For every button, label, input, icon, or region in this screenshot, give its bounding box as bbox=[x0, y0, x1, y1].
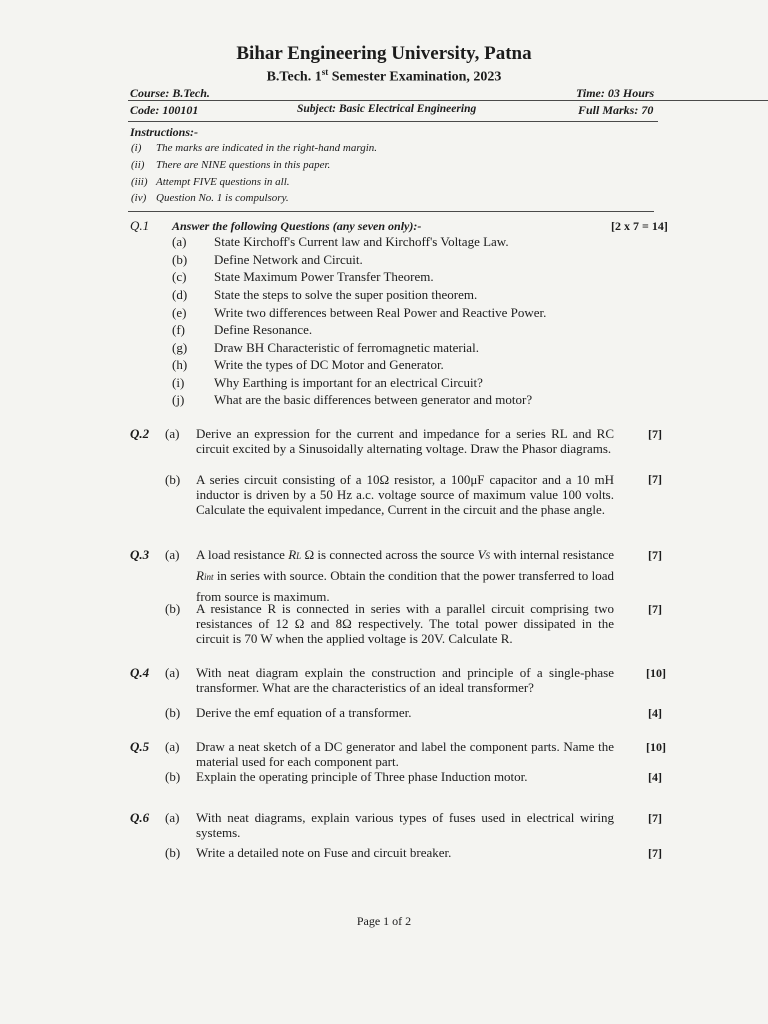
question-text: With neat diagrams, explain various types of fuses used in electrical wiring systems. bbox=[196, 810, 614, 840]
full-marks-label: Full Marks: 70 bbox=[578, 103, 654, 117]
q1-item-label: (d) bbox=[172, 287, 188, 302]
question-text: A resistance R is connected in series with a parallel circuit comprising two resistances of 12 Ω and 8Ω respectively. The total power dissipated in the circuit is 70 W when the applied voltage is 20V. Calculate R. bbox=[196, 601, 614, 646]
q1-item-text: Draw BH Characteristic of ferromagnetic material. bbox=[214, 340, 479, 355]
q1-item-text: Define Resonance. bbox=[214, 322, 313, 337]
question-text: Derive the emf equation of a transformer. bbox=[196, 705, 412, 720]
question-text: Draw a neat sketch of a DC generator and label the component parts. Name the material used for each component part. bbox=[196, 739, 614, 769]
sub-label: (a) bbox=[165, 547, 180, 562]
marks-label: [7] bbox=[648, 427, 662, 441]
symbol-vs: V bbox=[477, 547, 486, 562]
instruction-text-1: The marks are indicated in the right-hand margin. bbox=[156, 142, 377, 154]
marks-label: [4] bbox=[648, 706, 662, 720]
symbol-rl-sub: L bbox=[296, 551, 302, 561]
instruction-num-1: (i) bbox=[131, 142, 142, 154]
exam-prefix: B.Tech. 1 bbox=[266, 69, 322, 85]
q1-item-label: (c) bbox=[172, 269, 187, 284]
question-number: Q.2 bbox=[130, 426, 150, 441]
q1-item-text: What are the basic differences between generator and motor? bbox=[214, 392, 533, 407]
q1-item-label: (f) bbox=[172, 322, 185, 337]
marks-label: [7] bbox=[648, 811, 662, 825]
text-run: Ω is connected across the source bbox=[301, 547, 478, 562]
question-number: Q.3 bbox=[130, 547, 150, 562]
symbol-rl: R bbox=[288, 547, 297, 562]
sub-label: (a) bbox=[165, 426, 180, 441]
sub-label: (a) bbox=[165, 665, 180, 680]
sub-label: (a) bbox=[165, 739, 180, 754]
marks-label: [2 x 7 = 14] bbox=[611, 219, 668, 233]
instruction-num-2: (ii) bbox=[131, 159, 145, 171]
sub-label: (b) bbox=[165, 601, 181, 616]
q1-item-label: (g) bbox=[172, 340, 188, 355]
exam-superscript: st bbox=[321, 67, 329, 77]
q1-item-text: Define Network and Circuit. bbox=[214, 252, 363, 267]
sub-label: (b) bbox=[165, 845, 181, 860]
code-label: Code: 100101 bbox=[130, 103, 199, 117]
instructions-rule bbox=[128, 211, 654, 212]
question-heading: Answer the following Questions (any seven only):- bbox=[172, 219, 422, 233]
header-rule-1 bbox=[128, 100, 768, 101]
question-number: Q.6 bbox=[130, 810, 150, 825]
instruction-text-3: Attempt FIVE questions in all. bbox=[156, 176, 290, 188]
time-label: Time: 03 Hours bbox=[576, 86, 655, 100]
question-text bbox=[196, 545, 614, 606]
course-label: Course: B.Tech. bbox=[130, 86, 210, 100]
sub-label: (b) bbox=[165, 769, 181, 784]
sub-label: (b) bbox=[165, 472, 181, 487]
question-text: Explain the operating principle of Three phase Induction motor. bbox=[196, 769, 528, 784]
text-run: A load resistance bbox=[196, 547, 289, 562]
q1-item-text: Write the types of DC Motor and Generator. bbox=[214, 357, 444, 372]
question-text: A series circuit consisting of a 10Ω resistor, a 100μF capacitor and a 10 mH inductor is driven by a 50 Hz a.c. voltage source of maximum value 100 volts. Calculate the equivalent impedance, Current in the circuit and the phase angle. bbox=[196, 472, 614, 517]
instructions-heading: Instructions:- bbox=[130, 125, 199, 139]
symbol-vs-sub: S bbox=[485, 551, 491, 561]
instruction-text-2: There are NINE questions in this paper. bbox=[156, 159, 331, 171]
subject-label: Subject: Basic Electrical Engineering bbox=[297, 103, 477, 115]
header-rule-2 bbox=[128, 121, 658, 122]
symbol-rint: R bbox=[196, 568, 204, 583]
question-number: Q.4 bbox=[130, 665, 150, 680]
exam-title bbox=[0, 67, 768, 86]
sub-label: (b) bbox=[165, 705, 181, 720]
instruction-num-4: (iv) bbox=[131, 192, 147, 204]
marks-label: [10] bbox=[646, 666, 666, 680]
sub-label: (a) bbox=[165, 810, 180, 825]
q1-item-label: (h) bbox=[172, 357, 188, 372]
q1-item-label: (e) bbox=[172, 305, 187, 320]
university-title: Bihar Engineering University, Patna bbox=[236, 43, 532, 64]
marks-label: [7] bbox=[648, 548, 662, 562]
text-run: with internal resistance bbox=[490, 547, 614, 562]
text-run: in series with source. Obtain the condition that the power transferred to load from source is maximum. bbox=[196, 568, 614, 604]
marks-label: [7] bbox=[648, 846, 662, 860]
q1-item-text: Why Earthing is important for an electrical Circuit? bbox=[214, 375, 483, 390]
question-text: With neat diagram explain the construction and principle of a single-phase transformer. What are the characteristics of an ideal transformer? bbox=[196, 665, 614, 695]
q1-item-text: State Maximum Power Transfer Theorem. bbox=[214, 269, 434, 284]
marks-label: [10] bbox=[646, 740, 666, 754]
marks-label: [7] bbox=[648, 472, 662, 486]
q1-item-text: Write two differences between Real Power and Reactive Power. bbox=[214, 305, 547, 320]
q1-item-label: (j) bbox=[172, 392, 185, 407]
instruction-num-3: (iii) bbox=[131, 176, 148, 188]
symbol-rint-sub: int bbox=[203, 572, 214, 582]
marks-label: [7] bbox=[648, 602, 662, 616]
question-number: Q.5 bbox=[130, 739, 150, 754]
q1-item-text: State Kirchoff's Current law and Kirchoff's Voltage Law. bbox=[214, 234, 509, 249]
question-text: Write a detailed note on Fuse and circuit breaker. bbox=[196, 845, 452, 860]
q1-item-label: (b) bbox=[172, 252, 188, 267]
q1-item-text: State the steps to solve the super position theorem. bbox=[214, 287, 478, 302]
marks-label: [4] bbox=[648, 770, 662, 784]
page-number: Page 1 of 2 bbox=[356, 914, 412, 928]
question-text: Derive an expression for the current and impedance for a series RL and RC circuit excited by a Sinusoidally alternating voltage. Draw the Phasor diagrams. bbox=[196, 426, 614, 456]
exam-suffix: Semester Examination, 2023 bbox=[328, 69, 502, 85]
q1-item-label: (i) bbox=[172, 375, 185, 390]
instruction-text-4: Question No. 1 is compulsory. bbox=[156, 192, 289, 204]
q1-item-label: (a) bbox=[172, 234, 187, 249]
question-number: Q.1 bbox=[130, 218, 150, 233]
